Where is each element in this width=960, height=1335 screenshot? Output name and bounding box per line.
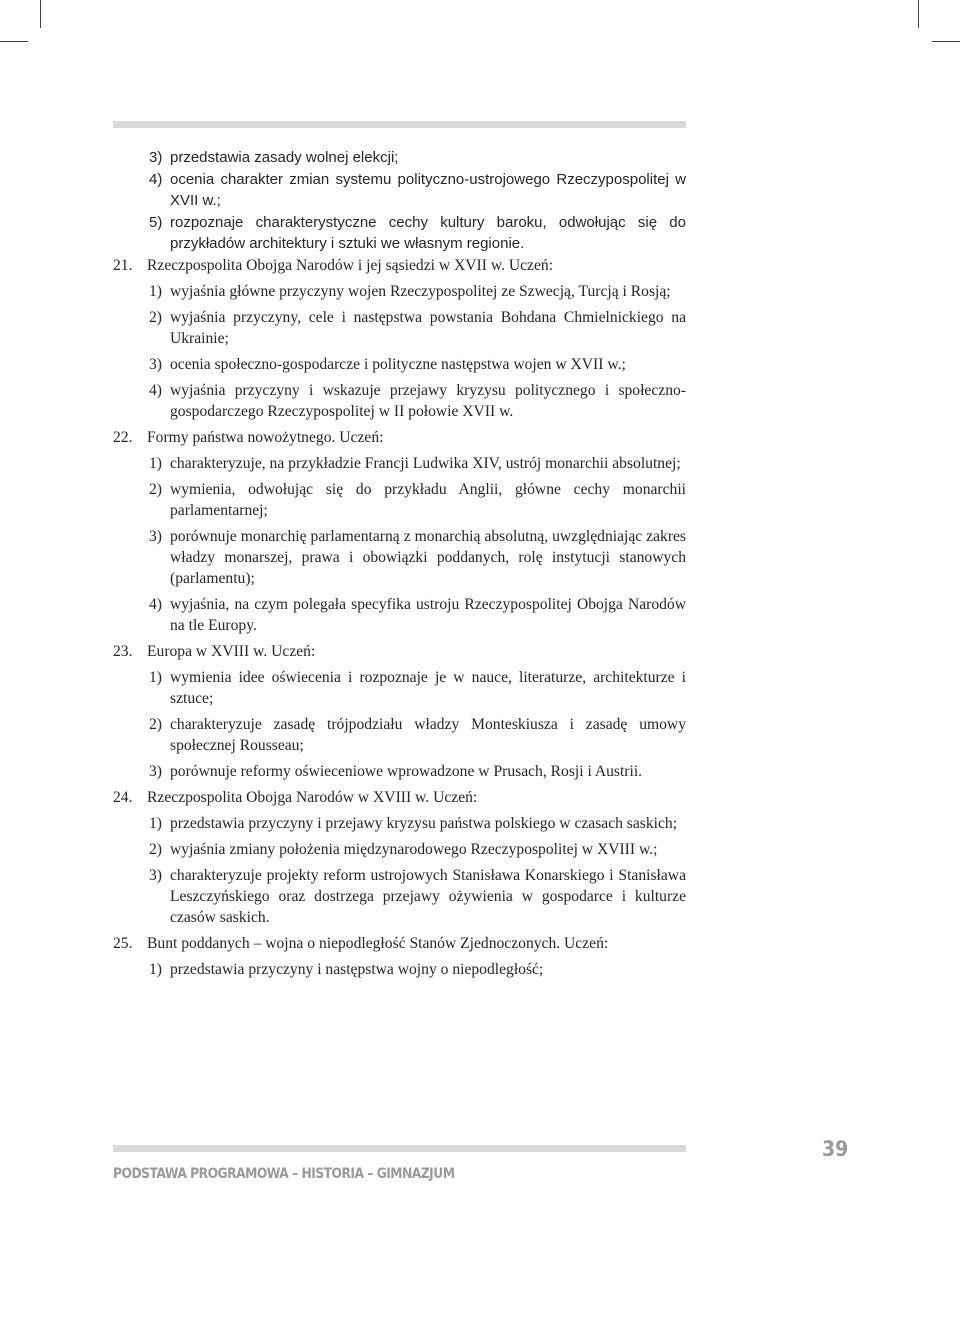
item-text: wyjaśnia przyczyny, cele i następstwa powstania Bohdana Chmielnickiego na Ukrainie;	[170, 309, 686, 347]
list-item	[113, 761, 686, 782]
list-item	[113, 839, 686, 860]
item-text: rozpoznaje charakterystyczne cechy kultury baroku, odwołując się do przykładów architektury i sztuki we własnym regionie.	[170, 214, 686, 252]
item-text: ocenia społeczno-gospodarcze i polityczne następstwa wojen w XVII w.;	[170, 356, 626, 373]
item-number: 1)	[149, 455, 162, 472]
section-heading	[113, 641, 686, 662]
item-text: przedstawia przyczyny i przejawy kryzysu państwa polskiego w czasach saskich;	[170, 815, 678, 832]
item-number: 3)	[149, 763, 162, 780]
item-number: 5)	[149, 214, 163, 231]
curriculum-list	[113, 147, 686, 985]
item-number: 2)	[149, 309, 162, 326]
section-heading	[113, 933, 686, 954]
list-item	[113, 147, 686, 168]
list-item	[113, 865, 686, 928]
crop-mark-top-right-vertical	[918, 0, 919, 28]
item-text: Formy państwa nowożytnego. Uczeń:	[147, 429, 384, 446]
list-item	[113, 281, 686, 302]
list-item	[113, 714, 686, 756]
list-item	[113, 594, 686, 636]
item-number: 4)	[149, 382, 162, 399]
item-text: wyjaśnia główne przyczyny wojen Rzeczypospolitej ze Szwecją, Turcją i Rosją;	[170, 283, 671, 300]
item-number: 2)	[149, 716, 162, 733]
item-number: 25.	[113, 935, 133, 952]
item-number: 24.	[113, 789, 133, 806]
item-text: charakteryzuje, na przykładzie Francji Ludwika XIV, ustrój monarchii absolutnej;	[170, 455, 681, 472]
item-number: 1)	[149, 669, 162, 686]
item-text: wymienia idee oświecenia i rozpoznaje je w nauce, literaturze, architekturze i sztuce;	[170, 669, 686, 707]
item-number: 3)	[149, 356, 162, 373]
crop-mark-top-right-horizontal	[932, 41, 960, 42]
item-number: 2)	[149, 481, 162, 498]
item-number: 4)	[149, 596, 162, 613]
item-text: charakteryzuje zasadę trójpodziału władzy Monteskiusza i zasadę umowy społecznej Rousseau;	[170, 716, 686, 754]
item-number: 23.	[113, 643, 133, 660]
list-item	[113, 453, 686, 474]
list-item	[113, 959, 686, 980]
item-text: ocenia charakter zmian systemu polityczno-ustrojowego Rzeczypospolitej w XVII w.;	[170, 171, 686, 209]
page-number: 39	[822, 1137, 849, 1161]
item-text: Europa w XVIII w. Uczeń:	[147, 643, 316, 660]
item-number: 3)	[149, 867, 162, 884]
item-number: 3)	[149, 149, 163, 166]
item-text: przedstawia przyczyny i następstwa wojny o niepodległość;	[170, 961, 544, 978]
crop-mark-top-left-vertical	[40, 0, 41, 28]
section-heading	[113, 427, 686, 448]
list-item	[113, 380, 686, 422]
item-text: porównuje reformy oświeceniowe wprowadzone w Prusach, Rosji i Austrii.	[170, 763, 643, 780]
item-text: wyjaśnia przyczyny i wskazuje przejawy kryzysu politycznego i społeczno-gospodarczego Rzeczypospolitej w II połowie XVII w.	[170, 382, 686, 420]
item-text: Rzeczpospolita Obojga Narodów i jej sąsiedzi w XVII w. Uczeń:	[147, 257, 554, 274]
item-number: 3)	[149, 528, 162, 545]
item-number: 1)	[149, 961, 162, 978]
item-number: 2)	[149, 841, 162, 858]
item-text: Bunt poddanych – wojna o niepodległość Stanów Zjednoczonych. Uczeń:	[147, 935, 609, 952]
list-item	[113, 169, 686, 211]
item-text: wymienia, odwołując się do przykładu Anglii, główne cechy monarchii parlamentarnej;	[170, 481, 686, 519]
crop-mark-top-left-horizontal	[0, 41, 28, 42]
bottom-divider-bar	[113, 1145, 686, 1152]
item-text: wyjaśnia zmiany położenia międzynarodowego Rzeczypospolitej w XVIII w.;	[170, 841, 658, 858]
item-text: wyjaśnia, na czym polegała specyfika ustroju Rzeczypospolitej Obojga Narodów na tle Europy.	[170, 596, 686, 634]
list-item	[113, 667, 686, 709]
item-number: 21.	[113, 257, 133, 274]
top-divider-bar	[113, 121, 686, 128]
list-item	[113, 526, 686, 589]
list-item	[113, 479, 686, 521]
list-item	[113, 354, 686, 375]
item-number: 1)	[149, 283, 162, 300]
list-item	[113, 212, 686, 254]
item-text: charakteryzuje projekty reform ustrojowych Stanisława Konarskiego i Stanisława Leszczyńskiego oraz dostrzega przejawy ożywienia w gospodarce i kulturze czasów saskich.	[170, 867, 686, 926]
item-text: przedstawia zasady wolnej elekcji;	[170, 149, 399, 166]
list-item	[113, 307, 686, 349]
item-text: porównuje monarchię parlamentarną z monarchią absolutną, uwzględniając zakres władzy monarszej, prawa i obowiązki poddanych, rolę instytucji stanowych (parlamentu);	[170, 528, 686, 587]
section-heading	[113, 787, 686, 808]
item-text: Rzeczpospolita Obojga Narodów w XVIII w. Uczeń:	[147, 789, 478, 806]
footer-title: PODSTAWA PROGRAMOWA – HISTORIA – GIMNAZJUM	[113, 1166, 455, 1182]
list-item	[113, 813, 686, 834]
item-number: 4)	[149, 171, 163, 188]
section-heading	[113, 255, 686, 276]
item-number: 1)	[149, 815, 162, 832]
item-number: 22.	[113, 429, 133, 446]
